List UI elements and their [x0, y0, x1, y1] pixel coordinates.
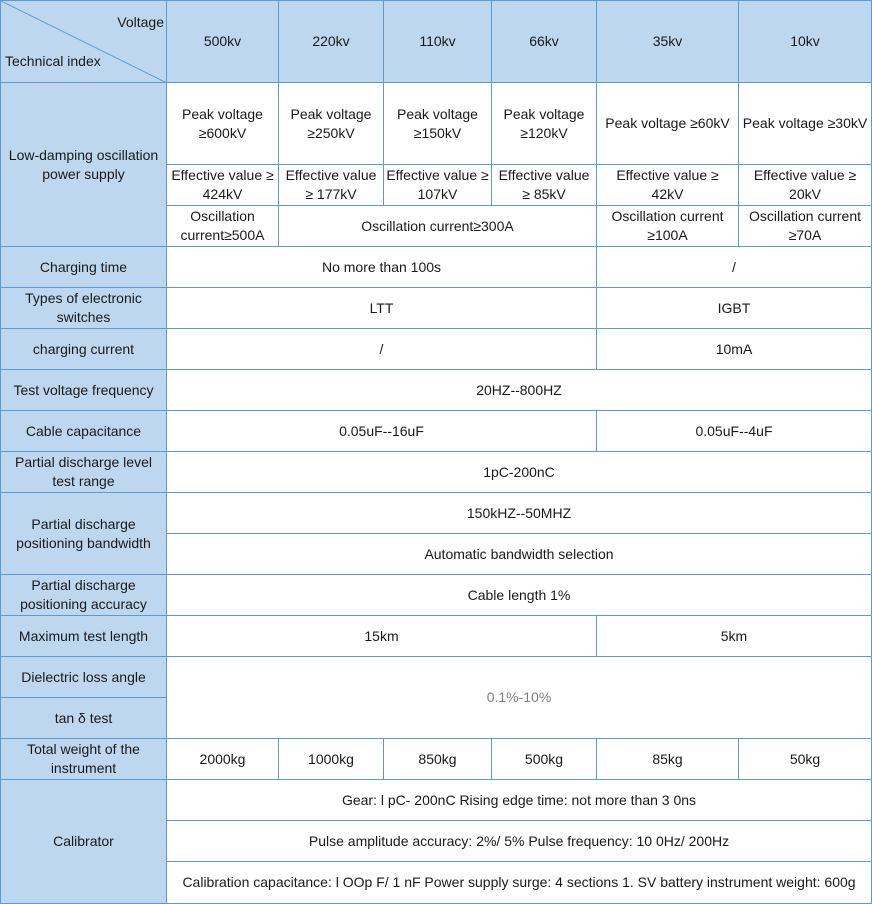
weight-10kv: 50kg	[739, 739, 872, 780]
peak-voltage-66kv: Peak voltage ≥120kV	[492, 83, 597, 165]
dielectric-label: Dielectric loss angle	[1, 657, 167, 698]
switches-row	[1, 288, 872, 329]
pd-accuracy-label: Partial discharge positioning accuracy	[1, 575, 167, 616]
charging-time-label: Charging time	[1, 247, 167, 288]
charging-current-row	[1, 329, 872, 370]
charging-current-label: charging current	[1, 329, 167, 370]
weight-row	[1, 739, 872, 780]
capacitance-label: Cable capacitance	[1, 411, 167, 452]
oscillation-current-mid: Oscillation current≥300A	[279, 206, 597, 247]
charging-current-left: /	[167, 329, 597, 370]
weight-110kv: 850kg	[384, 739, 492, 780]
calibrator-row-1	[1, 780, 872, 821]
capacitance-right: 0.05uF--4uF	[597, 411, 872, 452]
pd-level-label: Partial discharge level test range	[1, 452, 167, 493]
oscillation-current-500kv: Oscillation current≥500A	[167, 206, 279, 247]
pd-accuracy-value: Cable length 1%	[167, 575, 872, 616]
calibrator-label: Calibrator	[1, 780, 167, 904]
peak-voltage-220kv: Peak voltage ≥250kV	[279, 83, 384, 165]
weight-35kv: 85kg	[597, 739, 739, 780]
switches-label: Types of electronic switches	[1, 288, 167, 329]
pd-bandwidth-selection: Automatic bandwidth selection	[167, 534, 872, 575]
pd-bandwidth-label: Partial discharge positioning bandwidth	[1, 493, 167, 575]
dielectric-value: 0.1%-10%	[167, 657, 872, 739]
effective-value-110kv: Effective value ≥ 107kV	[384, 165, 492, 206]
pd-level-value: 1pC-200nC	[167, 452, 872, 493]
charging-current-right: 10mA	[597, 329, 872, 370]
peak-voltage-500kv: Peak voltage ≥600kV	[167, 83, 279, 165]
oscillation-current-35kv: Oscillation current ≥100A	[597, 206, 739, 247]
frequency-row	[1, 370, 872, 411]
voltage-10kv: 10kv	[739, 1, 872, 83]
weight-500kv: 2000kg	[167, 739, 279, 780]
tan-delta-label: tan δ test	[1, 698, 167, 739]
header-row	[1, 1, 872, 83]
voltage-35kv: 35kv	[597, 1, 739, 83]
pd-bandwidth-value: 150kHZ--50MHZ	[167, 493, 872, 534]
charging-time-left: No more than 100s	[167, 247, 597, 288]
calibrator-pulse: Pulse amplitude accuracy: 2%/ 5% Pulse frequency: 10 0Hz/ 200Hz	[167, 821, 872, 862]
peak-voltage-10kv: Peak voltage ≥30kV	[739, 83, 872, 165]
switches-left: LTT	[167, 288, 597, 329]
frequency-label: Test voltage frequency	[1, 370, 167, 411]
peak-voltage-row	[1, 83, 872, 165]
voltage-66kv: 66kv	[492, 1, 597, 83]
oscillation-current-10kv: Oscillation current ≥70A	[739, 206, 872, 247]
calibrator-gear: Gear: l pC- 200nC Rising edge time: not more than 3 0ns	[167, 780, 872, 821]
effective-value-66kv: Effective value ≥ 85kV	[492, 165, 597, 206]
weight-label: Total weight of the instrument	[1, 739, 167, 780]
effective-value-220kv: Effective value ≥ 177kV	[279, 165, 384, 206]
max-length-right: 5km	[597, 616, 872, 657]
voltage-110kv: 110kv	[384, 1, 492, 83]
effective-value-500kv: Effective value ≥ 424kV	[167, 165, 279, 206]
max-length-label: Maximum test length	[1, 616, 167, 657]
dielectric-row-1	[1, 657, 872, 698]
max-length-row	[1, 616, 872, 657]
capacitance-row	[1, 411, 872, 452]
calibrator-capacitance: Calibration capacitance: l OOp F/ 1 nF Power supply surge: 4 sections 1. SV battery instrument weight: 600g	[167, 862, 872, 904]
charging-time-row	[1, 247, 872, 288]
capacitance-left: 0.05uF--16uF	[167, 411, 597, 452]
frequency-value: 20HZ--800HZ	[167, 370, 872, 411]
pd-level-row	[1, 452, 872, 493]
max-length-left: 15km	[167, 616, 597, 657]
voltage-heading: Voltage	[117, 14, 164, 30]
weight-66kv: 500kg	[492, 739, 597, 780]
effective-value-35kv: Effective value ≥ 42kV	[597, 165, 739, 206]
effective-value-10kv: Effective value ≥ 20kV	[739, 165, 872, 206]
peak-voltage-35kv: Peak voltage ≥60kV	[597, 83, 739, 165]
pd-bandwidth-row-1	[1, 493, 872, 534]
weight-220kv: 1000kg	[279, 739, 384, 780]
voltage-220kv: 220kv	[279, 1, 384, 83]
charging-time-right: /	[597, 247, 872, 288]
power-supply-label: Low-damping oscillation power supply	[1, 83, 167, 247]
corner-header-cell	[1, 1, 167, 83]
voltage-500kv: 500kv	[167, 1, 279, 83]
peak-voltage-110kv: Peak voltage ≥150kV	[384, 83, 492, 165]
pd-accuracy-row	[1, 575, 872, 616]
technical-index-heading: Technical index	[5, 53, 101, 69]
switches-right: IGBT	[597, 288, 872, 329]
